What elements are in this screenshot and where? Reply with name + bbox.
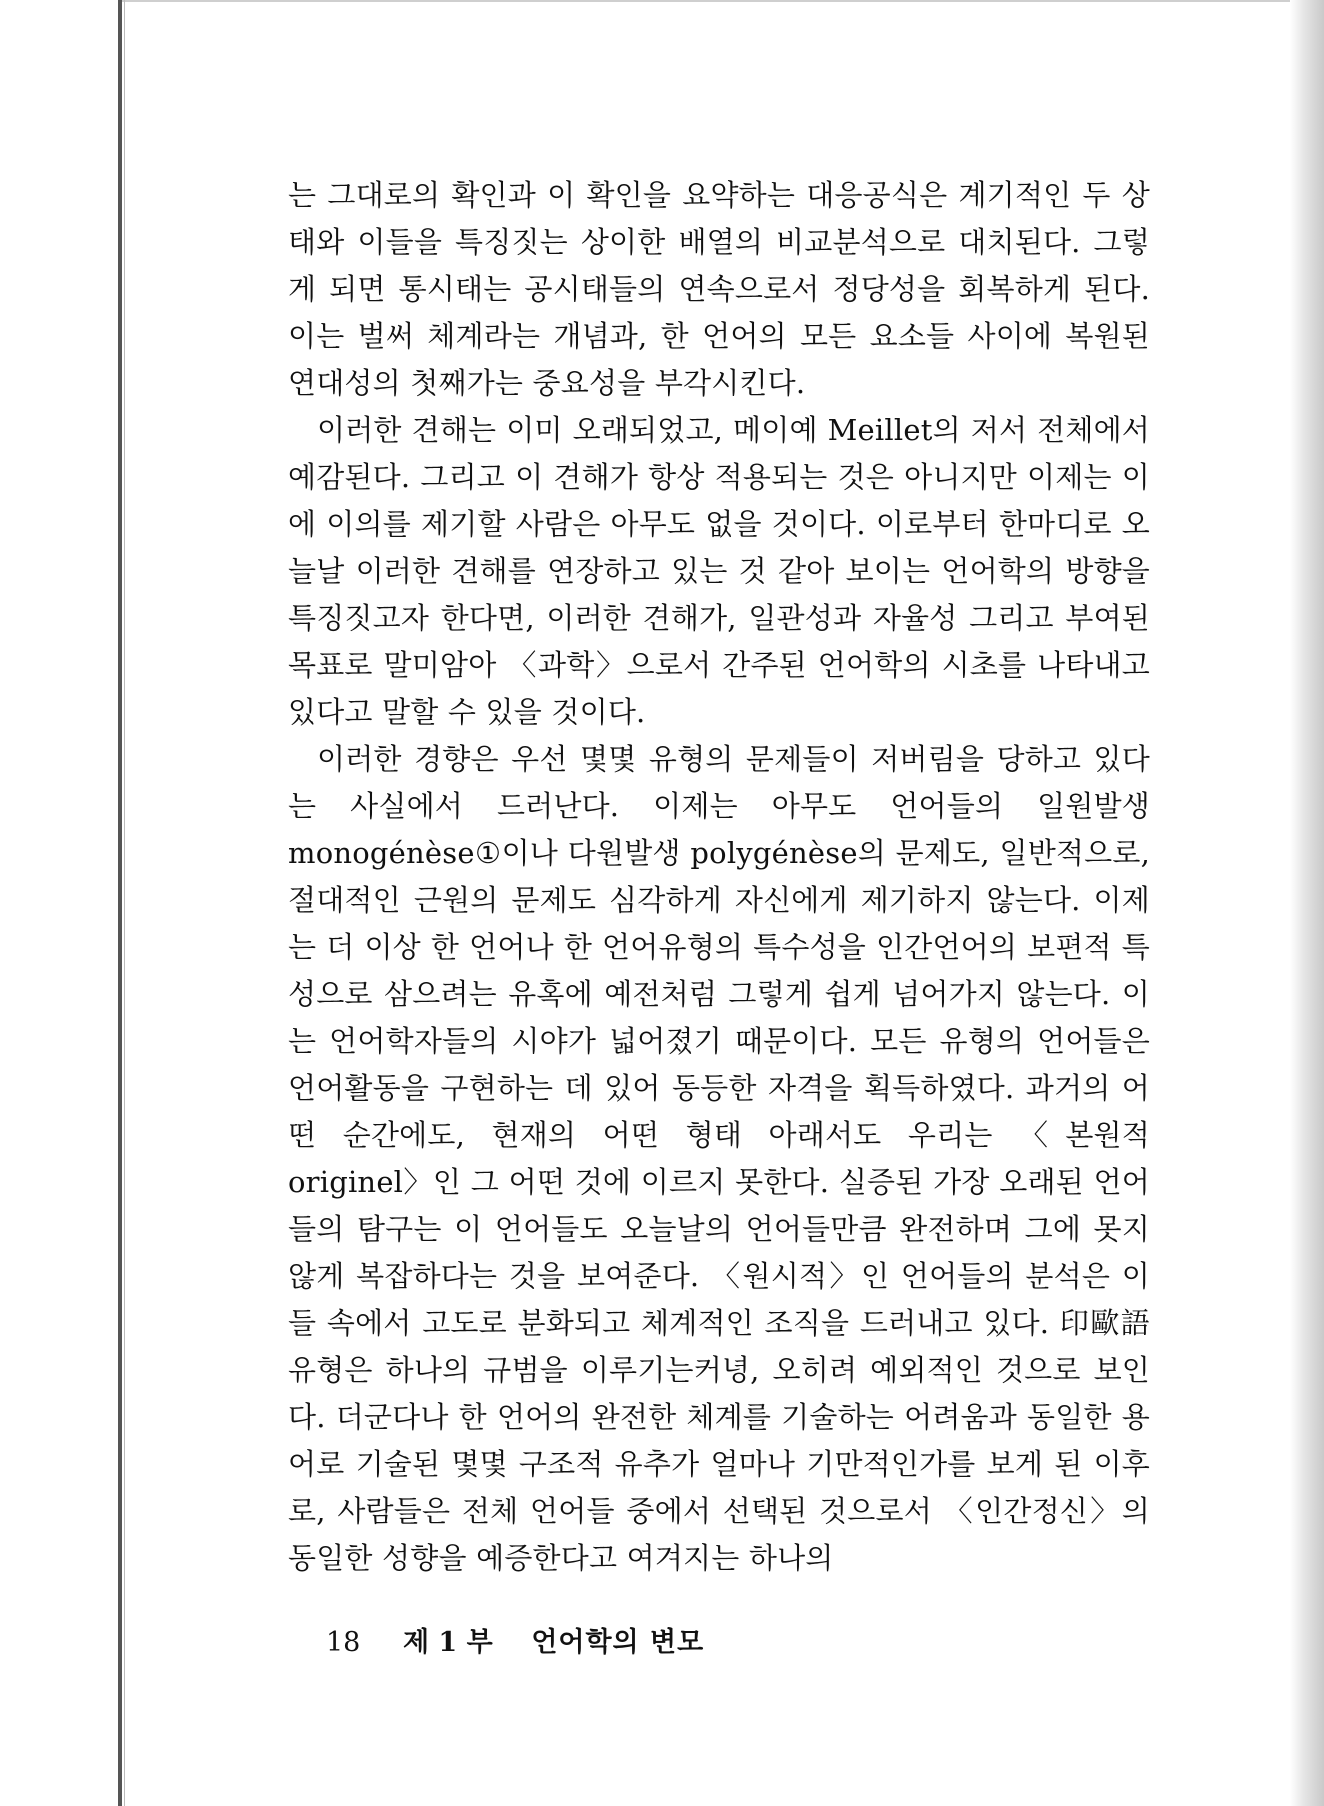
page-number: 18 xyxy=(326,1627,361,1658)
paragraph-1: 는 그대로의 확인과 이 확인을 요약하는 대응공식은 계기적인 두 상태와 이들을 특징짓는 상이한 배열의 비교분석으로 대치된다. 그렇게 되면 통시태는 공시태들의 연속으로서 정당성을 회복하게 된다. 이는 벌써 체계라는 개념과, 한 언어의 모든 요소들 사이에 복원된 연대성의 첫째가는 중요성을 부각시킨다. xyxy=(288,178,1150,400)
part-label: 제 1 부 xyxy=(402,1627,493,1658)
paragraph-2: 이러한 견해는 이미 오래되었고, 메이예 Meillet의 저서 전체에서 예감된다. 그리고 이 견해가 항상 적용되는 것은 아니지만 이제는 이에 이의를 제기할 사람은 아무도 없을 것이다. 이로부터 한마디로 오늘날 이러한 견해를 연장하고 있는 것 같아 보이는 언어학의 방향을 특징짓고자 한다면, 이러한 견해가, 일관성과 자율성 그리고 부여된 목표로 말미암아 〈과학〉으로서 간주된 언어학의 시초를 나타내고 있다고 말할 수 있을 것이다. xyxy=(288,413,1150,729)
page-right-shadow xyxy=(1290,0,1324,1806)
page-left-border-inner xyxy=(124,0,125,1806)
paragraph-3: 이러한 경향은 우선 몇몇 유형의 문제들이 저버림을 당하고 있다는 사실에서 드러난다. 이제는 아무도 언어들의 일원발생 monogénèse①이나 다원발생 polygénèse의 문제도, 일반적으로, 절대적인 근원의 문제도 심각하게 자신에게 제기하지 않는다. 이제는 더 이상 한 언어나 한 언어유형의 특수성을 인간언어의 보편적 특성으로 삼으려는 유혹에 예전처럼 그렇게 쉽게 넘어가지 않는다. 이는 언어학자들의 시야가 넓어졌기 때문이다. 모든 유형의 언어들은 언어활동을 구현하는 데 있어 동등한 자격을 획득하였다. 과거의 어떤 순간에도, 현재의 어떤 형태 아래서도 우리는 〈본원적 originel〉인 그 어떤 것에 이르지 못한다. 실증된 가장 오래된 언어들의 탐구는 이 언어들도 오늘날의 언어들만큼 완전하며 그에 못지않게 복잡하다는 것을 보여준다. 〈원시적〉인 언어들의 분석은 이들 속에서 고도로 분화되고 체계적인 조직을 드러내고 있다. 印歐語 유형은 하나의 규범을 이루기는커녕, 오히려 예외적인 것으로 보인다. 더군다나 한 언어의 완전한 체계를 기술하는 어려움과 동일한 용어로 기술된 몇몇 구조적 유추가 얼마나 기만적인가를 보게 된 이후로, 사람들은 전체 언어들 중에서 선택된 것으로서 〈인간정신〉의 동일한 성향을 예증한다고 여겨지는 하나의 xyxy=(288,742,1150,1575)
chapter-title: 언어학의 변모 xyxy=(531,1627,705,1658)
page-top-edge xyxy=(118,0,1290,2)
body-text xyxy=(288,172,1150,1582)
page-left-border xyxy=(118,0,122,1806)
page-footer xyxy=(326,1620,704,1659)
